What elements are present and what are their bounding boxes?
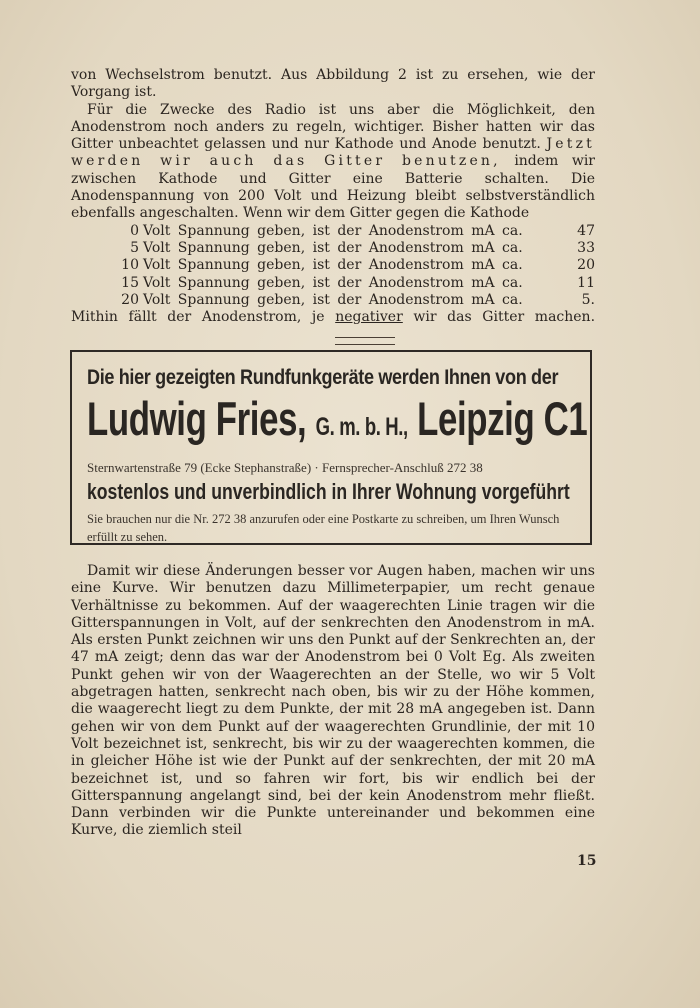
spaced-emphasis: Jetzt werden wir auch das Gitter benutzen, [71,136,595,170]
paragraph-conclusion [71,309,595,326]
voltage-value: 10 [121,257,139,274]
paragraph-curve: Damit wir diese Änderungen besser vor Augen haben, machen wir uns eine Kurve. Wir benutzen dazu Millimeterpapier, um recht genaue Verhältnisse zu bekommen. Auf der waagerechten Linie tragen wir die Gitterspannungen in Volt, auf der senkrechten den Anodenstrom in mA. Als ersten Punkt zeichnen wir uns den Punkt auf der Senkrechten an, der 47 mA zeigt; denn das war der Anodenstrom bei 0 Volt Eg. Als zweiten Punkt gehen wir von der Waagerechten an der Stelle, wo wir 5 Volt abgetragen hatten, senkrecht nach oben, bis wir zu der Höhe kommen, die waagerecht liegt zu dem Punkte, der mit 28 mA angegeben ist. Dann gehen wir von dem Punkt auf der waagerechten Grundlinie, der mit 10 Volt bezeichnet ist, senkrecht, bis wir zu der waagerechten kommen, die in gleicher Höhe ist wie der Punkt auf der senkrechten, der mit 20 mA bezeichnet ist, und so fahren wir fort, bis wir endlich bei der Gitterspannung angelangt sind, bei der kein Anodenstrom mehr fließt. Dann verbinden wir die Punkte untereinander und bekommen eine Kurve, die ziemlich steil [71,563,595,839]
voltage-text: Volt Spannung geben, ist der Anodenstrom mA ca. [143,239,523,256]
voltage-value: 5 [130,239,139,256]
ad-company-city: Leipzig C1 [417,392,588,445]
voltage-value: 15 [121,274,139,291]
ad-intro-line: Die hier gezeigten Rundfunkgeräte werden Ihnen von der [87,366,559,389]
voltage-row [71,240,595,257]
ad-company-name [87,392,588,454]
ad-address-line: Sternwartenstraße 79 (Ecke Stephanstraße) · Fernsprecher-Anschluß 272 38 [87,460,483,475]
paragraph-grid-body: indem wir zwischen Kathode und Gitter eine Batterie schalten. Die Anodenspannung von 200 Volt und Heizung bleibt selbstverständlich ebenfalls angeschalten. Wenn wir dem Gitter gegen die Kathode [71,153,595,222]
voltage-text: Volt Spannung geben, ist der Anodenstrom mA ca. [143,291,523,308]
paragraph-grid [71,102,595,223]
double-rule-divider [335,337,395,345]
voltage-text: Volt Spannung geben, ist der Anodenstrom mA ca. [143,257,523,274]
current-value: 5. [581,291,595,308]
conclusion-end: wir das Gitter machen. [413,309,596,326]
ad-instruction-text: Sie brauchen nur die Nr. 272 38 anzurufen oder eine Postkarte zu schreiben, um Ihren Wunsch erfüllt zu sehen. [87,512,560,544]
voltage-list [71,223,595,309]
voltage-value: 20 [121,291,139,308]
page-number: 15 [577,853,597,869]
ad-offer-line: kostenlos und unverbindlich in Ihrer Wohnung vorgeführt [87,479,570,504]
paragraph-continued: von Wechselstrom benutzt. Aus Abbildung 2 ist zu ersehen, wie der Vorgang ist. [71,67,595,101]
voltage-text: Volt Spannung geben, ist der Anodenstrom mA ca. [143,274,523,291]
current-value: 47 [577,222,595,239]
voltage-row [71,275,595,292]
paragraph-grid-intro: Für die Zwecke des Radio ist uns aber die Möglichkeit, den Anodenstrom noch anders zu regeln, wichtiger. Bisher hatten wir das Gitter unbeachtet gelassen und nur Kathode und Anode benutzt. [71,101,595,153]
advertisement-box [70,350,592,545]
voltage-text: Volt Spannung geben, ist der Anodenstrom mA ca. [143,222,523,239]
conclusion-start: Mithin fällt der Anodenstrom, je [71,309,325,326]
voltage-row [71,257,595,274]
voltage-row [71,223,595,240]
upper-text-block [71,67,595,326]
ad-company-main: Ludwig Fries, [87,392,307,445]
ad-company-form: G. m. b. H., [315,413,408,441]
lower-text-block [71,563,595,840]
current-value: 20 [577,257,595,274]
current-value: 33 [577,239,595,256]
voltage-row [71,292,595,309]
current-value: 11 [577,274,595,291]
underlined-word: negativer [335,309,403,326]
voltage-value: 0 [130,222,139,239]
